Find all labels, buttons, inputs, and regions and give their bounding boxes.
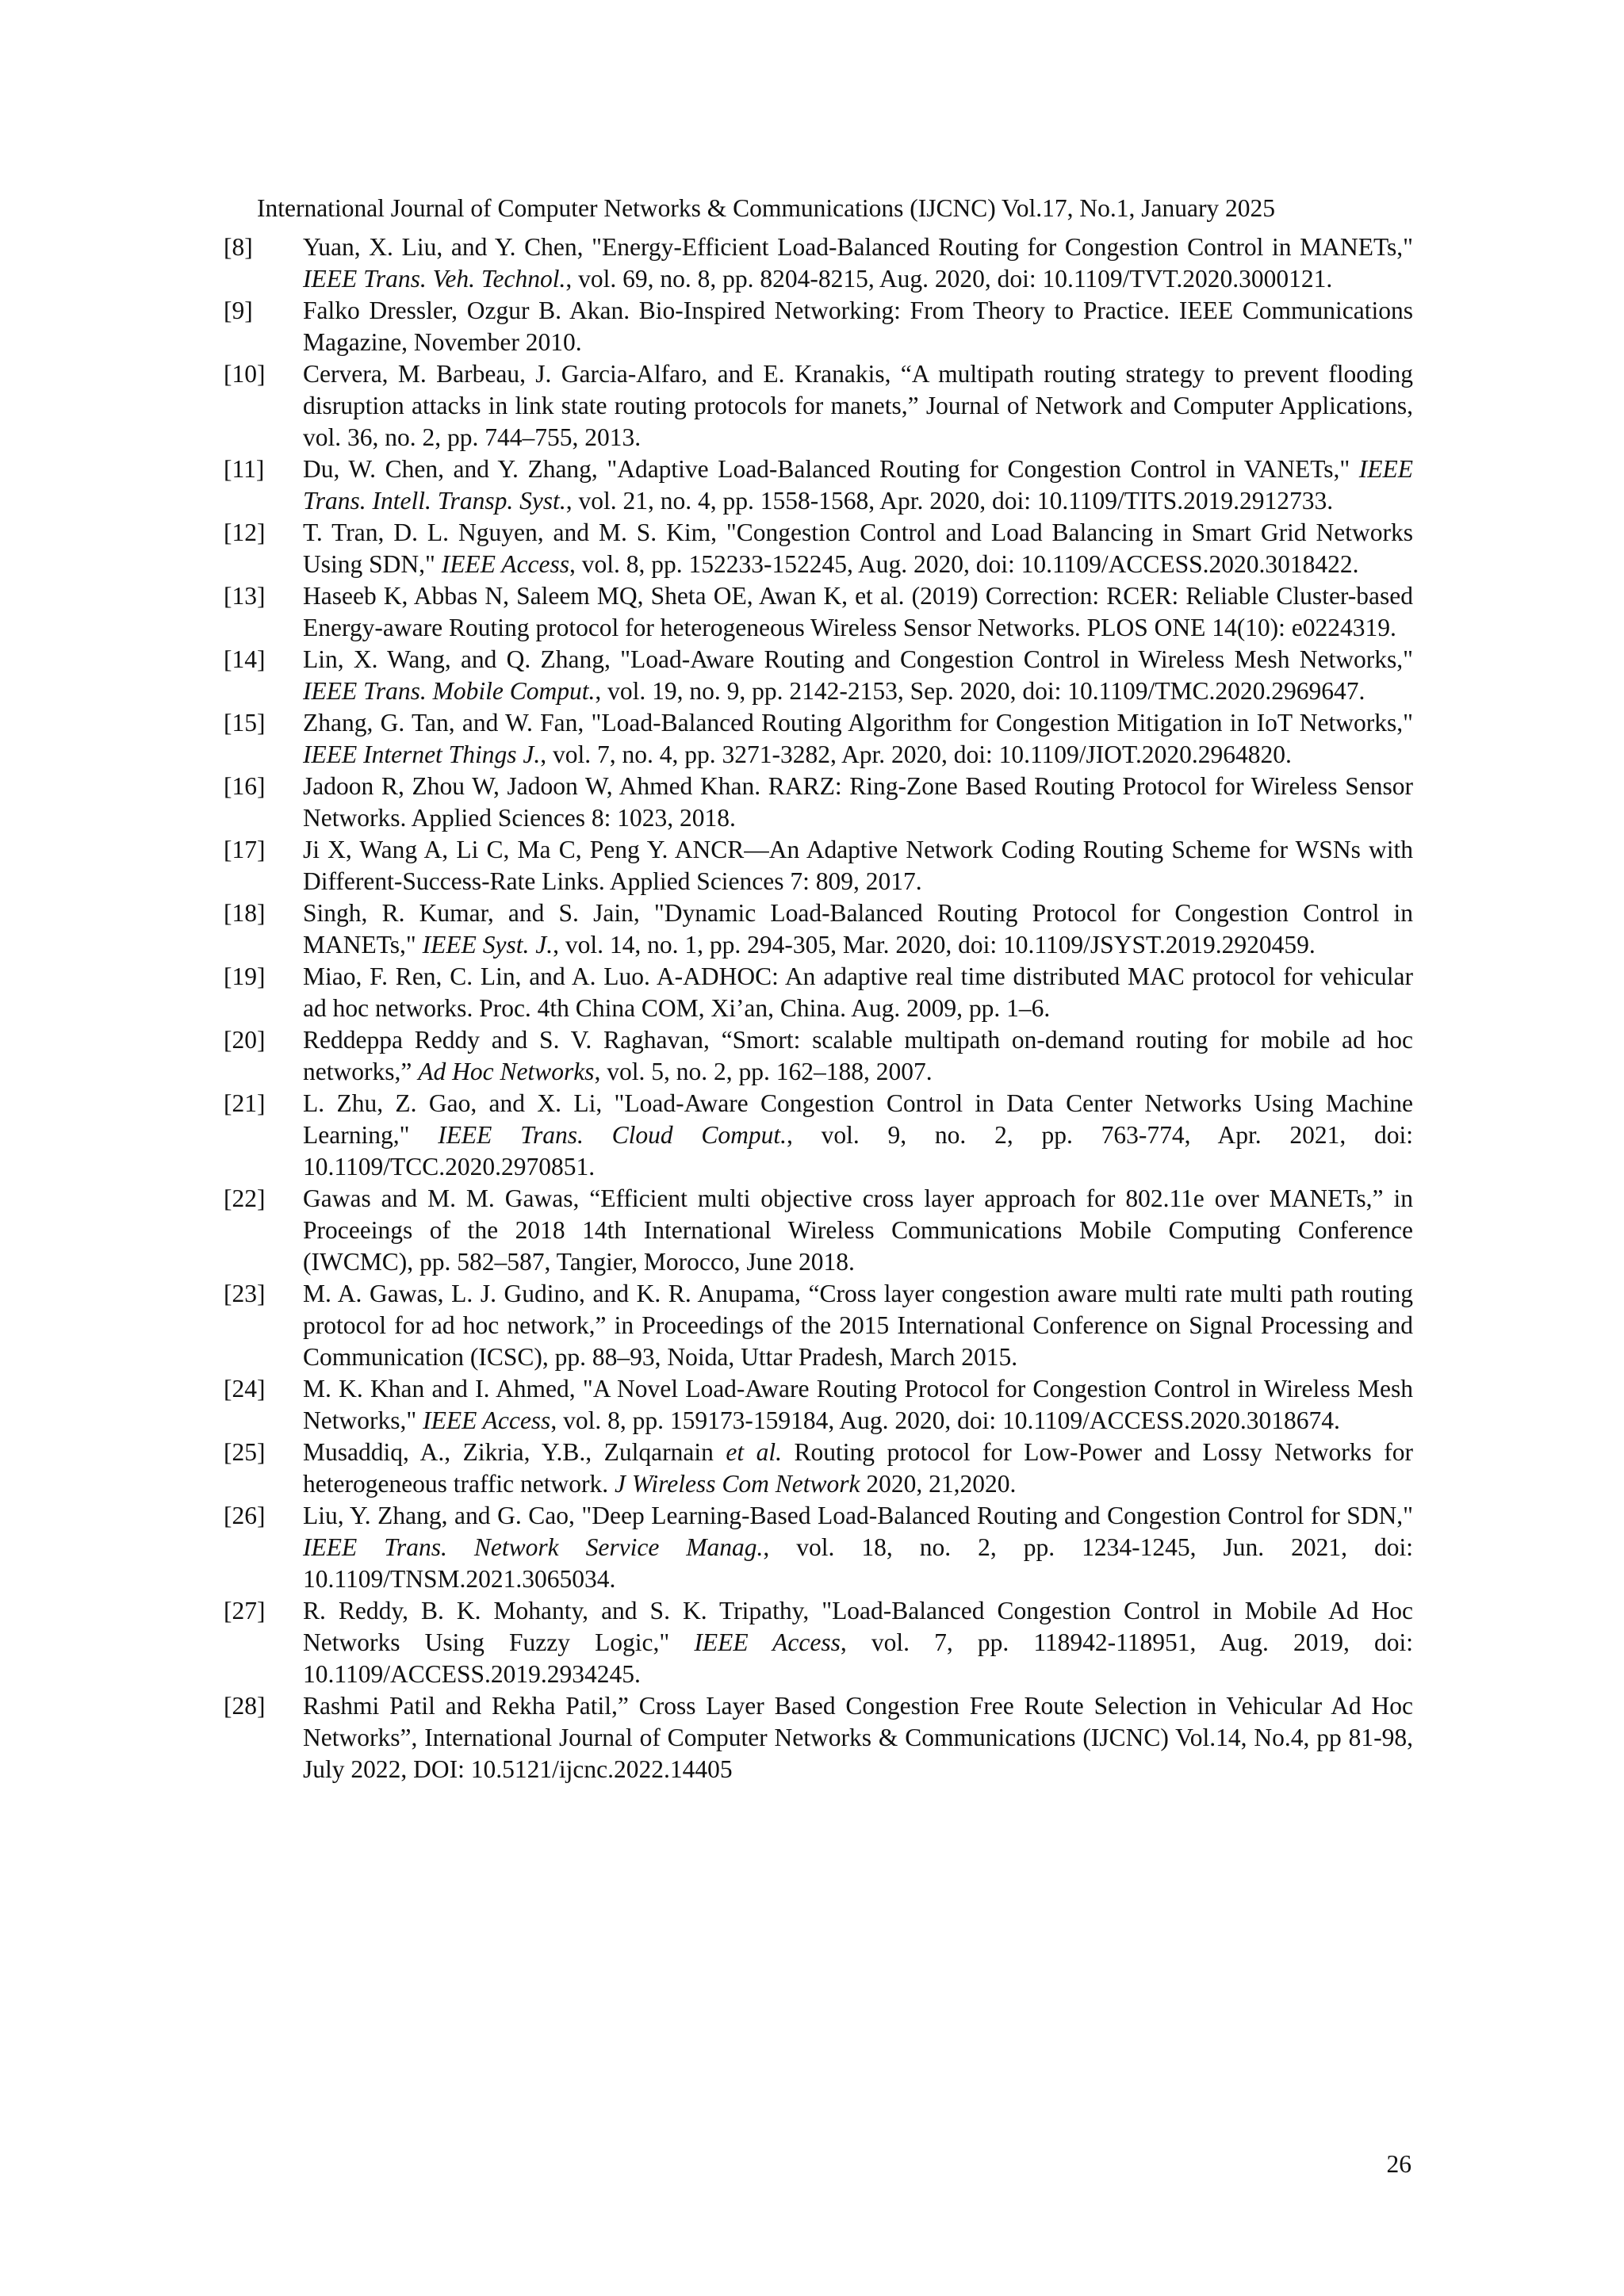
reference-item — [224, 897, 1413, 961]
reference-segment: Cervera, M. Barbeau, J. Garcia-Alfaro, and E. Kranakis, “A multipath routing strategy to prevent flooding disruption attacks in link state routing protocols for manets,” Journal of Network and Computer Applications, vol. 36, no. 2, pp. 744–755, 2013. — [303, 360, 1413, 451]
reference-text — [303, 232, 1413, 295]
reference-text — [303, 644, 1413, 707]
reference-segment: Musaddiq, A., Zikria, Y.B., Zulqarnain — [303, 1438, 726, 1466]
reference-item — [224, 1500, 1413, 1595]
reference-number: [26] — [224, 1502, 266, 1529]
reference-segment: Reddeppa Reddy and S. V. Raghavan, “Smort: scalable multipath on-demand routing for mobile ad hoc networks,” — [303, 1026, 1413, 1085]
reference-segment: Ji X, Wang A, Li C, Ma C, Peng Y. ANCR—An Adaptive Network Coding Routing Scheme for WSNs with Different-Success-Rate Links. Applied Sciences 7: 809, 2017. — [303, 836, 1413, 895]
reference-number: [17] — [224, 836, 266, 863]
reference-italic-segment: IEEE Trans. Network Service Manag. — [303, 1533, 764, 1561]
reference-segment: , vol. 69, no. 8, pp. 8204-8215, Aug. 2020, doi: 10.1109/TVT.2020.3000121. — [565, 265, 1333, 293]
reference-text — [303, 897, 1413, 961]
reference-text — [303, 1595, 1413, 1690]
reference-text — [303, 707, 1413, 771]
reference-segment: Miao, F. Ren, C. Lin, and A. Luo. A-ADHOC: An adaptive real time distributed MAC protocol for vehicular ad hoc networks. Proc. 4th China COM, Xi’an, China. Aug. 2009, pp. 1–6. — [303, 962, 1413, 1022]
reference-text — [303, 771, 1413, 834]
reference-item — [224, 1373, 1413, 1437]
reference-item — [224, 1690, 1413, 1785]
reference-italic-segment: IEEE Access — [423, 1406, 551, 1434]
reference-item — [224, 1595, 1413, 1690]
reference-item — [224, 771, 1413, 834]
reference-item — [224, 358, 1413, 453]
reference-segment: 2020, 21,2020. — [860, 1470, 1017, 1498]
reference-text — [303, 1690, 1413, 1785]
reference-segment: Jadoon R, Zhou W, Jadoon W, Ahmed Khan. RARZ: Ring-Zone Based Routing Protocol for Wireless Sensor Networks. Applied Sciences 8: 1023, 2018. — [303, 772, 1413, 832]
reference-item — [224, 1183, 1413, 1278]
reference-segment: Rashmi Patil and Rekha Patil,” Cross Layer Based Congestion Free Route Selection in Vehicular Ad Hoc Networks”, International Journal of Computer Networks & Communications (IJCNC) Vol.14, No.4, pp 81-98, July 2022, DOI: 10.5121/ijcnc.2022.14405 — [303, 1692, 1413, 1783]
reference-segment: Gawas and M. M. Gawas, “Efficient multi objective cross layer approach for 802.11e over MANETs,” in Proceeings of the 2018 14th International Wireless Communications Mobile Computing Conference (IWCMC), pp. 582–587, Tangier, Morocco, June 2018. — [303, 1184, 1413, 1276]
reference-item — [224, 1278, 1413, 1373]
reference-segment: Singh, R. Kumar, and S. Jain, "Dynamic Load-Balanced Routing Protocol for Congestion Control in MANETs," — [303, 899, 1413, 959]
reference-text — [303, 834, 1413, 897]
reference-segment: Lin, X. Wang, and Q. Zhang, "Load-Aware Routing and Congestion Control in Wireless Mesh Networks," — [303, 645, 1413, 673]
reference-item — [224, 961, 1413, 1024]
reference-item — [224, 707, 1413, 771]
reference-number: [13] — [224, 582, 266, 610]
reference-segment: Yuan, X. Liu, and Y. Chen, "Energy-Efficient Load-Balanced Routing for Congestion Control in MANETs," — [303, 233, 1413, 261]
reference-list — [224, 232, 1413, 1785]
reference-number: [15] — [224, 709, 266, 737]
reference-number: [28] — [224, 1692, 266, 1720]
reference-italic-segment: IEEE Syst. J. — [422, 931, 553, 959]
reference-segment: Haseeb K, Abbas N, Saleem MQ, Sheta OE, Awan K, et al. (2019) Correction: RCER: Reliable Cluster-based Energy-aware Routing protocol for heterogeneous Wireless Sensor Networks. PLOS ONE 14(10): e0224319. — [303, 582, 1413, 641]
reference-number: [12] — [224, 519, 266, 546]
reference-segment: Falko Dressler, Ozgur B. Akan. Bio-Inspired Networking: From Theory to Practice. IEEE Communications Magazine, November 2010. — [303, 297, 1413, 356]
reference-italic-segment: IEEE Access — [441, 550, 569, 578]
reference-italic-segment: IEEE Trans. Veh. Technol. — [303, 265, 566, 293]
reference-italic-segment: J Wireless Com Network — [615, 1470, 860, 1498]
reference-italic-segment: Ad Hoc Networks — [418, 1058, 595, 1085]
reference-segment: , vol. 9, no. 2, pp. 763-774, Apr. 2021, doi: 10.1109/TCC.2020.2970851. — [303, 1121, 1413, 1181]
reference-number: [19] — [224, 962, 266, 990]
reference-number: [11] — [224, 455, 265, 483]
reference-text — [303, 1024, 1413, 1088]
reference-text — [303, 358, 1413, 453]
reference-item — [224, 834, 1413, 897]
reference-segment: , vol. 18, no. 2, pp. 1234-1245, Jun. 2021, doi: 10.1109/TNSM.2021.3065034. — [303, 1533, 1413, 1593]
reference-segment: R. Reddy, B. K. Mohanty, and S. K. Tripathy, "Load-Balanced Congestion Control in Mobile Ad Hoc Networks Using Fuzzy Logic," — [303, 1597, 1413, 1656]
reference-text — [303, 1373, 1413, 1437]
reference-item — [224, 295, 1413, 358]
reference-segment: , vol. 8, pp. 159173-159184, Aug. 2020, doi: 10.1109/ACCESS.2020.3018674. — [550, 1406, 1340, 1434]
reference-italic-segment: IEEE Trans. Cloud Comput. — [438, 1121, 787, 1149]
reference-segment: , vol. 8, pp. 152233-152245, Aug. 2020, doi: 10.1109/ACCESS.2020.3018422. — [569, 550, 1359, 578]
reference-item — [224, 1437, 1413, 1500]
reference-italic-segment: IEEE Trans. Intell. Transp. Syst. — [303, 455, 1413, 515]
reference-text — [303, 295, 1413, 358]
reference-number: [18] — [224, 899, 266, 927]
reference-number: [23] — [224, 1280, 266, 1307]
reference-item — [224, 580, 1413, 644]
reference-segment: M. K. Khan and I. Ahmed, "A Novel Load-Aware Routing Protocol for Congestion Control in Wireless Mesh Networks," — [303, 1375, 1413, 1434]
reference-segment: Routing protocol for Low-Power and Lossy Networks for heterogeneous traffic network. — [303, 1438, 1413, 1498]
reference-number: [27] — [224, 1597, 266, 1624]
reference-number: [16] — [224, 772, 266, 800]
reference-italic-segment: IEEE Trans. Mobile Comput. — [303, 677, 596, 705]
reference-number: [20] — [224, 1026, 266, 1054]
running-header: International Journal of Computer Networks & Communications (IJCNC) Vol.17, No.1, January 2025 — [257, 194, 1276, 222]
reference-segment: Du, W. Chen, and Y. Zhang, "Adaptive Load-Balanced Routing for Congestion Control in VANETs," — [303, 455, 1359, 483]
reference-number: [14] — [224, 645, 266, 673]
reference-segment: , vol. 7, no. 4, pp. 3271-3282, Apr. 2020, doi: 10.1109/JIOT.2020.2964820. — [540, 740, 1292, 768]
reference-segment: , vol. 14, no. 1, pp. 294-305, Mar. 2020, doi: 10.1109/JSYST.2019.2920459. — [553, 931, 1316, 959]
reference-item — [224, 453, 1413, 517]
page-number: 26 — [1386, 2150, 1411, 2178]
reference-segment: Zhang, G. Tan, and W. Fan, "Load-Balanced Routing Algorithm for Congestion Mitigation in IoT Networks," — [303, 709, 1413, 737]
reference-segment: T. Tran, D. L. Nguyen, and M. S. Kim, "Congestion Control and Load Balancing in Smart Grid Networks Using SDN," — [303, 519, 1413, 578]
reference-segment: , vol. 5, no. 2, pp. 162–188, 2007. — [594, 1058, 933, 1085]
reference-text — [303, 1183, 1413, 1278]
reference-italic-segment: IEEE Internet Things J. — [303, 740, 541, 768]
reference-item — [224, 1088, 1413, 1183]
reference-text — [303, 961, 1413, 1024]
reference-number: [25] — [224, 1438, 266, 1466]
reference-text — [303, 517, 1413, 580]
reference-text — [303, 453, 1413, 517]
reference-segment: M. A. Gawas, L. J. Gudino, and K. R. Anupama, “Cross layer congestion aware multi rate multi path routing protocol for ad hoc network,” in Proceedings of the 2015 International Conference on Signal Processing and Communication (ICSC), pp. 88–93, Noida, Uttar Pradesh, March 2015. — [303, 1280, 1413, 1371]
reference-item — [224, 1024, 1413, 1088]
reference-number: [21] — [224, 1089, 266, 1117]
reference-item — [224, 517, 1413, 580]
reference-number: [24] — [224, 1375, 266, 1402]
reference-item — [224, 644, 1413, 707]
reference-number: [10] — [224, 360, 266, 388]
reference-text — [303, 1500, 1413, 1595]
reference-number: [9] — [224, 297, 253, 324]
reference-segment: Liu, Y. Zhang, and G. Cao, "Deep Learning-Based Load-Balanced Routing and Congestion Control for SDN," — [303, 1502, 1413, 1529]
reference-number: [8] — [224, 233, 253, 261]
reference-text — [303, 1278, 1413, 1373]
reference-segment: , vol. 21, no. 4, pp. 1558-1568, Apr. 2020, doi: 10.1109/TITS.2019.2912733. — [565, 487, 1334, 515]
reference-text — [303, 580, 1413, 644]
reference-segment: L. Zhu, Z. Gao, and X. Li, "Load-Aware Congestion Control in Data Center Networks Using Machine Learning," — [303, 1089, 1413, 1149]
reference-number: [22] — [224, 1184, 266, 1212]
reference-italic-segment: IEEE Access — [694, 1628, 841, 1656]
reference-segment: , vol. 19, no. 9, pp. 2142-2153, Sep. 2020, doi: 10.1109/TMC.2020.2969647. — [595, 677, 1365, 705]
reference-segment: , vol. 7, pp. 118942-118951, Aug. 2019, doi: 10.1109/ACCESS.2019.2934245. — [303, 1628, 1413, 1688]
reference-text — [303, 1088, 1413, 1183]
reference-italic-segment: et al. — [726, 1438, 783, 1466]
reference-item — [224, 232, 1413, 295]
reference-text — [303, 1437, 1413, 1500]
